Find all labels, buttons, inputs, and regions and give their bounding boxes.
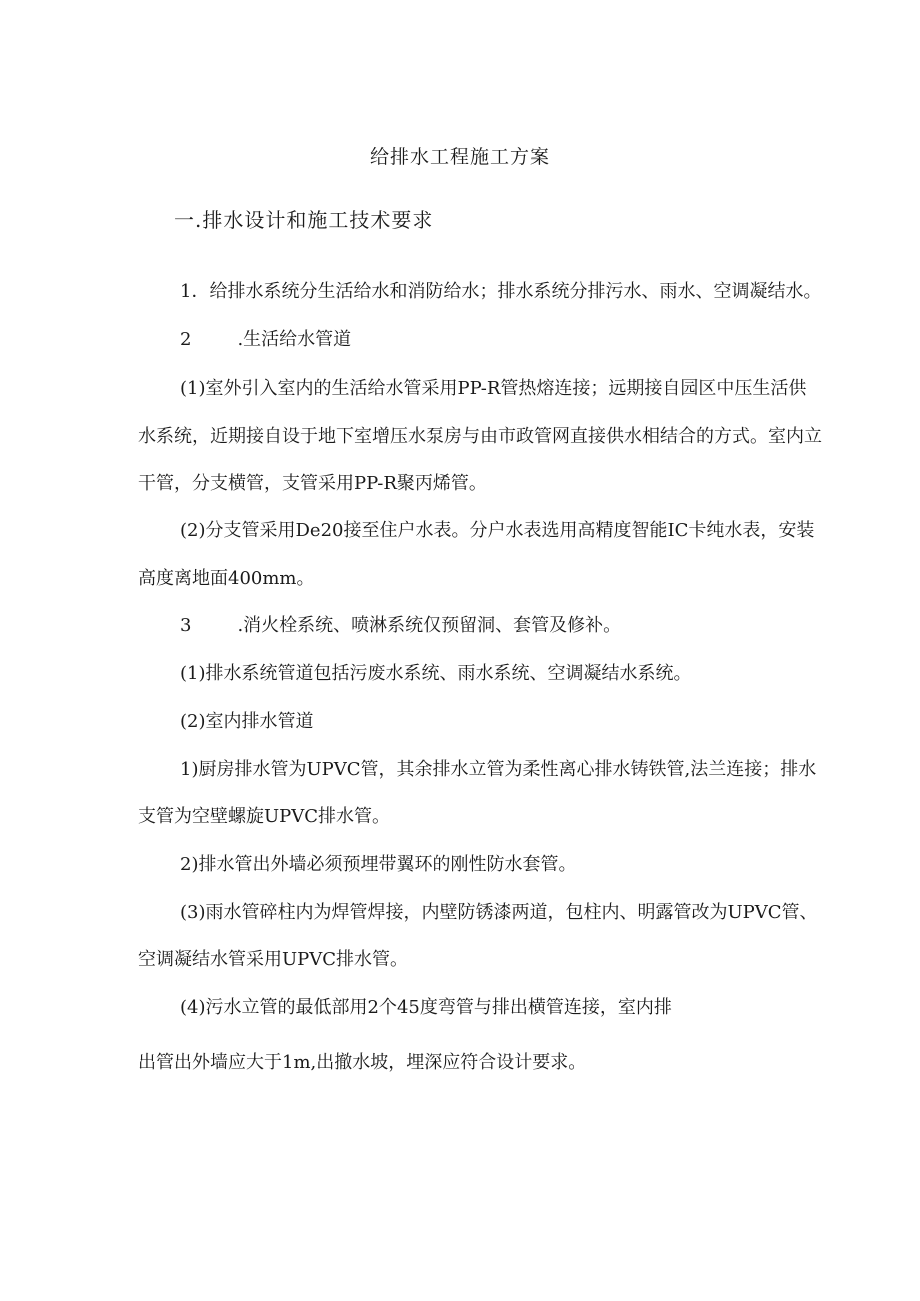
paragraph-line: (2)室内排水管道 [180, 711, 314, 732]
paragraph-line: (4)污水立管的最低部用2个45度弯管与排出横管连接，室内排 [180, 997, 672, 1018]
paragraph-line: 水系统，近期接自设于地下室增压水泵房与由市政管网直接供水相结合的方式。室内立 [138, 426, 822, 447]
paragraph-line: (1)室外引入室内的生活给水管采用PP-R管热熔连接；远期接自园区中压生活供 [180, 378, 807, 399]
item-number: 2 [180, 329, 192, 350]
item-text: .生活给水管道 [237, 329, 352, 350]
paragraph-line: (1)排水系统管道包括污废水系统、雨水系统、空调凝结水系统。 [180, 663, 692, 684]
paragraph-line: 空调凝结水管采用UPVC排水管。 [138, 949, 409, 970]
item-text: .消火栓系统、喷淋系统仅预留洞、套管及修补。 [237, 615, 622, 636]
paragraph-line: (2)分支管采用De20接至住户水表。分户水表选用高精度智能IC卡纯水表，安装 [180, 520, 815, 541]
section-heading: 一.排水设计和施工技术要求 [174, 208, 434, 232]
document-title: 给排水工程施工方案 [369, 146, 550, 168]
paragraph-line: 1)厨房排水管为UPVC管，其余排水立管为柔性离心排水铸铁管,法兰连接；排水 [180, 759, 817, 780]
paragraph-line: 出管出外墙应大于1m,出撤水坡，埋深应符合设计要求。 [138, 1052, 587, 1073]
paragraph-line: 支管为空壁螺旋UPVC排水管。 [138, 806, 391, 827]
paragraph-line: 1．给排水系统分生活给水和消防给水；排水系统分排污水、雨水、空调凝结水。 [180, 281, 822, 302]
paragraph-line [180, 325, 351, 351]
paragraph-line: 2)排水管出外墙必须预埋带翼环的刚性防水套管。 [180, 854, 577, 875]
paragraph-line: 干管，分支横管，支管采用PP-R聚丙烯管。 [138, 473, 487, 494]
paragraph-line: 高度离地面400mm。 [138, 568, 315, 589]
paragraph-line: (3)雨水管碎柱内为焊管焊接，内壁防锈漆两道，包柱内、明露管改为UPVC管、 [180, 902, 818, 923]
item-number: 3 [180, 615, 192, 636]
paragraph-line [180, 611, 621, 637]
